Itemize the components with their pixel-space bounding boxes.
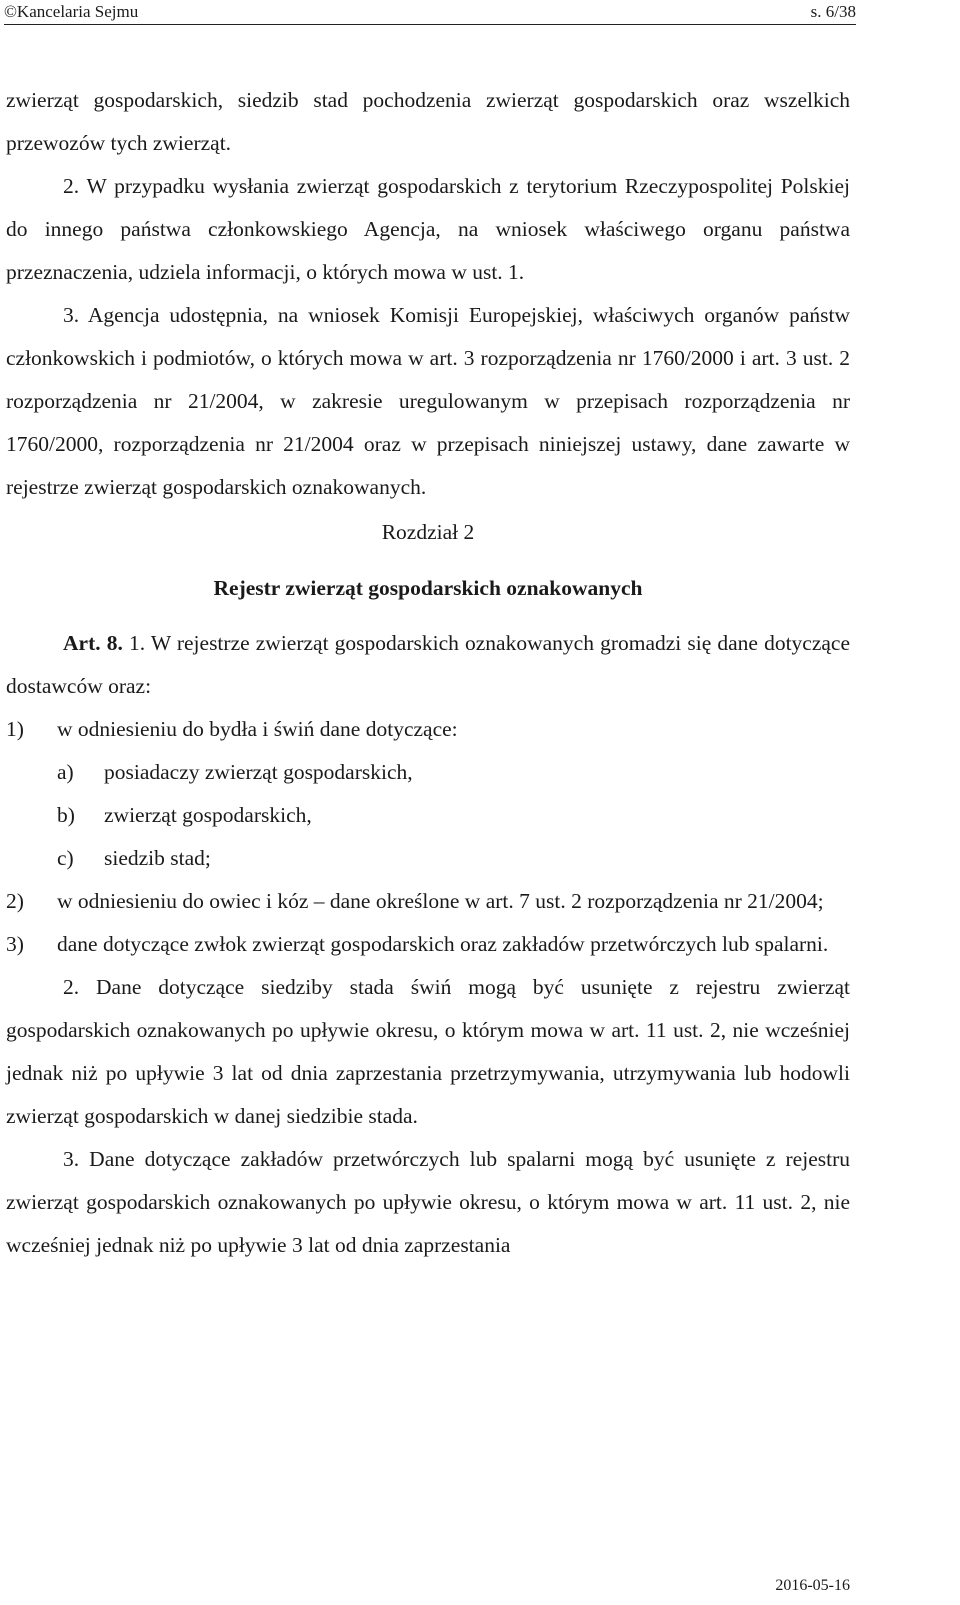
- list-item: [6, 708, 850, 751]
- list-item-text: dane dotyczące zwłok zwierząt gospodarskich oraz zakładów przetwórczych lub spalarni.: [57, 932, 829, 956]
- article-8-section-2: 2. Dane dotyczące siedziby stada świń mogą być usunięte z rejestru zwierząt gospodarskich oznakowanych po upływie okresu, o którym mowa w art. 11 ust. 2, nie wcześniej jednak niż po upływie 3 lat od dnia zaprzestania przetrzymywania, utrzymywania lub hodowli zwierząt gospodarskich w danej siedzibie stada.: [6, 975, 850, 1128]
- sub-list-item: [6, 794, 850, 837]
- paragraph-section-3: 3. Agencja udostępnia, na wniosek Komisji Europejskiej, właściwych organów państw członkowskich i podmiotów, o których mowa w art. 3 rozporządzenia nr 1760/2000 i art. 3 ust. 2 rozporządzenia nr 21/2004, w zakresie uregulowanym w przepisach rozporządzenia nr 1760/2000, rozporządzenia nr 21/2004 oraz w przepisach niniejszej ustawy, dane zawarte w rejestrze zwierząt gospodarskich oznakowanych.: [6, 303, 850, 499]
- document-body: [6, 79, 850, 1267]
- chapter-title: Rejestr zwierząt gospodarskich oznakowanych: [213, 576, 643, 600]
- list-item: [6, 880, 850, 923]
- list-item-number: 3): [6, 932, 24, 956]
- footer-date: 2016-05-16: [775, 1577, 850, 1594]
- article-8-intro: [6, 622, 850, 708]
- sub-list-item: [6, 751, 850, 794]
- sub-list-item-text: siedzib stad;: [104, 846, 211, 870]
- header-page-number: s. 6/38: [810, 2, 856, 21]
- list-item-number: 2): [6, 889, 24, 913]
- header-divider: [4, 24, 856, 25]
- paragraph-continuation: zwierząt gospodarskich, siedzib stad pochodzenia zwierząt gospodarskich oraz wszelkich przewozów tych zwierząt.: [6, 88, 850, 155]
- list-item-text: w odniesieniu do owiec i kóz – dane określone w art. 7 ust. 2 rozporządzenia nr 21/2004;: [57, 889, 824, 913]
- header-copyright: ©Kancelaria Sejmu: [4, 2, 139, 21]
- sub-list-item-letter: b): [57, 803, 75, 827]
- paragraph-section-2: 2. W przypadku wysłania zwierząt gospodarskich z terytorium Rzeczypospolitej Polskiej do innego państwa członkowskiego Agencja, na wniosek właściwego organu państwa przeznaczenia, udziela informacji, o których mowa w ust. 1.: [6, 174, 850, 284]
- article-8-section-3: 3. Dane dotyczące zakładów przetwórczych lub spalarni mogą być usunięte z rejestru zwierząt gospodarskich oznakowanych po upływie okresu, o którym mowa w art. 11 ust. 2, nie wcześniej jednak niż po upływie 3 lat od dnia zaprzestania: [6, 1147, 850, 1257]
- list-item-text: w odniesieniu do bydła i świń dane dotyczące:: [57, 717, 458, 741]
- sub-list-item-letter: a): [57, 760, 74, 784]
- sub-list-item-text: zwierząt gospodarskich,: [104, 803, 312, 827]
- chapter-number: Rozdział 2: [381, 520, 475, 544]
- page-header: [4, 0, 856, 24]
- list-item: [6, 923, 850, 966]
- article-intro-text: 1. W rejestrze zwierząt gospodarskich oznakowanych gromadzi się dane dotyczące dostawców oraz:: [6, 631, 851, 698]
- sub-list-item-letter: c): [57, 846, 74, 870]
- sub-list-item-text: posiadaczy zwierząt gospodarskich,: [104, 760, 413, 784]
- list-item-number: 1): [6, 717, 24, 741]
- article-number: Art. 8.: [63, 631, 123, 655]
- sub-list-item: [6, 837, 850, 880]
